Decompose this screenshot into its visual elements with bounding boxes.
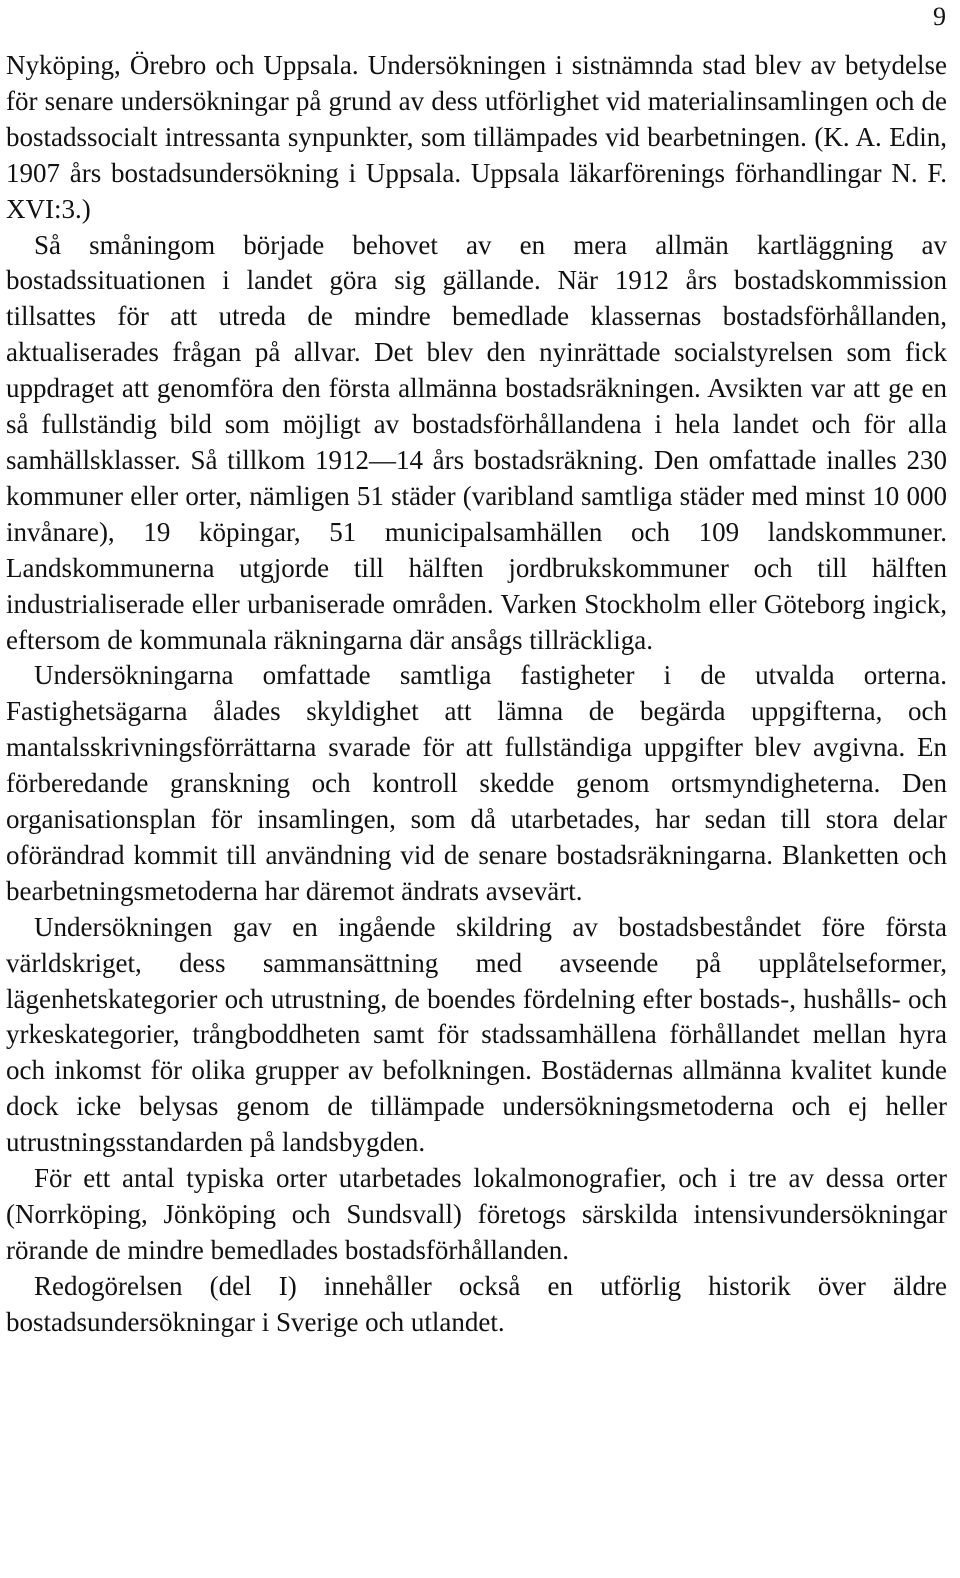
paragraph: Nyköping, Örebro och Uppsala. Undersökningen i sistnämnda stad blev av betydelse för senare undersökningar på grund av dess utförlighet vid materialinsamlingen och de bostadssocialt intressanta synpunkter, som tillämpades vid bearbetningen. (K. A. Edin, 1907 års bostadsundersökning i Uppsala. Uppsala läkarförenings förhandlingar N. F. XVI:3.) — [6, 50, 947, 224]
paragraph: Undersökningen gav en ingående skildring av bostadsbeståndet före första världskriget, dess sammansättning med avseende på upplåtelseformer, lägenhetskategorier och utrustning, de boendes fördelning efter bostads-, hushålls- och yrkeskategorier, trångboddheten samt för stadssamhällena förhållandet mellan hyra och inkomst för olika grupper av befolkningen. Bostädernas allmänna kvalitet kunde dock icke belysas genom de tillämpade undersökningsmetoderna och ej heller utrustningsstandarden på landsbygden. — [6, 911, 947, 1158]
body-text — [6, 48, 947, 1341]
paragraph: Undersökningarna omfattade samtliga fastigheter i de utvalda orterna. Fastighetsägarna ålades skyldighet att lämna de begärda uppgifterna, och mantalsskrivningsförrättarna svarade för att fullständiga uppgifter blev avgivna. En förberedande granskning och kontroll skedde genom ortsmyndigheterna. Den organisationsplan för insamlingen, som då utarbetades, har sedan till stora delar oförändrad kommit till användning vid de senare bostadsräkningarna. Blanketten och bearbetningsmetoderna har däremot ändrats avsevärt. — [6, 660, 947, 906]
paragraph: För ett antal typiska orter utarbetades lokalmonografier, och i tre av dessa orter (Norrköping, Jönköping och Sundsvall) företogs särskilda intensivundersökningar rörande de mindre bemedlades bostadsförhållanden. — [6, 1163, 947, 1265]
paragraph: Redogörelsen (del I) innehåller också en utförlig historik över äldre bostadsundersökningar i Sverige och utlandet. — [6, 1270, 947, 1337]
paragraph: Så småningom började behovet av en mera allmän kartläggning av bostadssituationen i landet göra sig gällande. När 1912 års bostadskommission tillsattes för att utreda de mindre bemedlade klassernas bostadsförhållanden, aktualiserades frågan på allvar. Det blev den nyinrättade socialstyrelsen som fick uppdraget att genomföra den första allmänna bostadsräkningen. Avsikten var att ge en så fullständig bild som möjligt av bostadsförhållandena i hela landet och för alla samhällsklasser. Så tillkom 1912—14 års bostadsräkning. Den omfattade inalles 230 kommuner eller orter, nämligen 51 städer (varibland samtliga städer med minst 10 000 invånare), 19 köpingar, 51 municipalsamhällen och 109 landskommuner. Landskommunerna utgjorde till hälften jordbrukskommuner och till hälften industrialiserade eller urbaniserade områden. Varken Stockholm eller Göteborg ingick, eftersom de kommunala räkningarna där ansågs tillräckliga. — [6, 229, 947, 655]
page-number: 9 — [933, 2, 946, 31]
